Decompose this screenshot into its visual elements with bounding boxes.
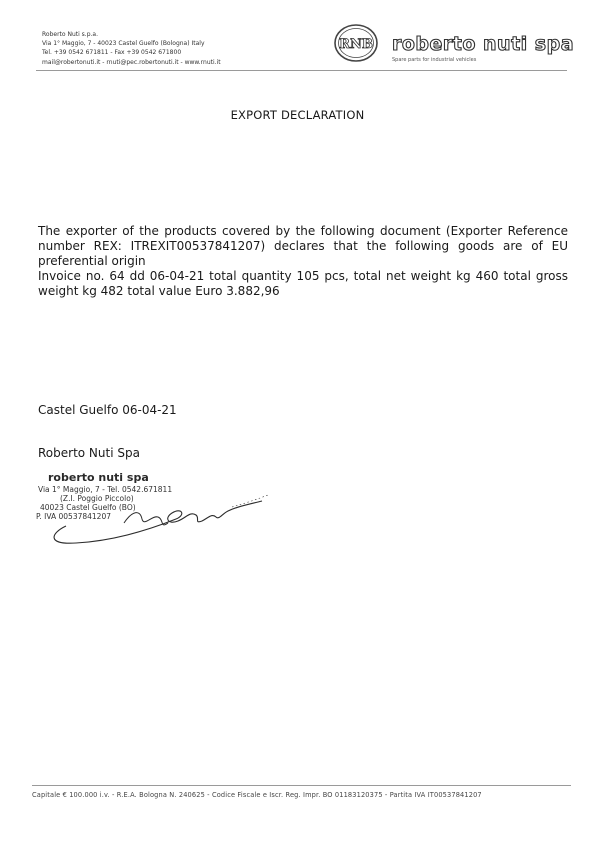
company-email-web: mail@robertonuti.it - rnuti@pec.robertonuti.it - www.rnuti.it bbox=[42, 58, 221, 66]
company-name: Roberto Nuti s.p.a. bbox=[42, 31, 99, 38]
company-stamp bbox=[36, 471, 276, 551]
stamp-vat-line: P. IVA 00537841207 bbox=[36, 512, 111, 521]
brand-tagline: Spare parts for industrial vehicles bbox=[392, 57, 477, 63]
company-seal-logo bbox=[333, 23, 379, 63]
declaration-paragraph: The exporter of the products covered by the following document (Exporter Reference number REX: ITREXIT00537841207) declares that the following goods are of EU preferential origin bbox=[38, 224, 568, 268]
company-address: Via 1° Maggio, 7 - 40023 Castel Guelfo (Bologna) Italy bbox=[42, 40, 205, 48]
place-and-date: Castel Guelfo 06-04-21 bbox=[38, 403, 177, 417]
footer-legal-info: Capitale € 100.000 i.v. - R.E.A. Bologna N. 240625 - Codice Fiscale e Iscr. Reg. Impr. BO 01183120375 - Partita IVA IT00537841207 bbox=[32, 791, 482, 799]
handwritten-signature bbox=[36, 471, 276, 551]
stamp-area-line: (Z.I. Poggio Piccolo) bbox=[60, 494, 134, 503]
stamp-city-line: 40023 Castel Guelfo (BO) bbox=[40, 503, 136, 512]
seal-lettering: RNB bbox=[339, 37, 373, 52]
signatory-company: Roberto Nuti Spa bbox=[38, 446, 140, 460]
brand-block bbox=[392, 34, 574, 63]
stamp-address-line: Via 1° Maggio, 7 - Tel. 0542.671811 bbox=[38, 485, 173, 494]
company-address-block bbox=[42, 30, 221, 67]
brand-name: roberto nuti spa bbox=[392, 33, 575, 55]
footer-divider bbox=[32, 785, 571, 786]
stamp-company-name: roberto nuti spa bbox=[48, 471, 149, 484]
header-divider bbox=[36, 70, 567, 71]
invoice-details-paragraph: Invoice no. 64 dd 06-04-21 total quantity 105 pcs, total net weight kg 460 total gross weight kg 482 total value Euro 3.882,96 bbox=[38, 269, 568, 298]
document-title: EXPORT DECLARATION bbox=[230, 108, 365, 122]
declaration-text bbox=[38, 224, 568, 299]
company-phone-fax: Tel. +39 0542 671811 - Fax +39 0542 671800 bbox=[42, 49, 182, 57]
